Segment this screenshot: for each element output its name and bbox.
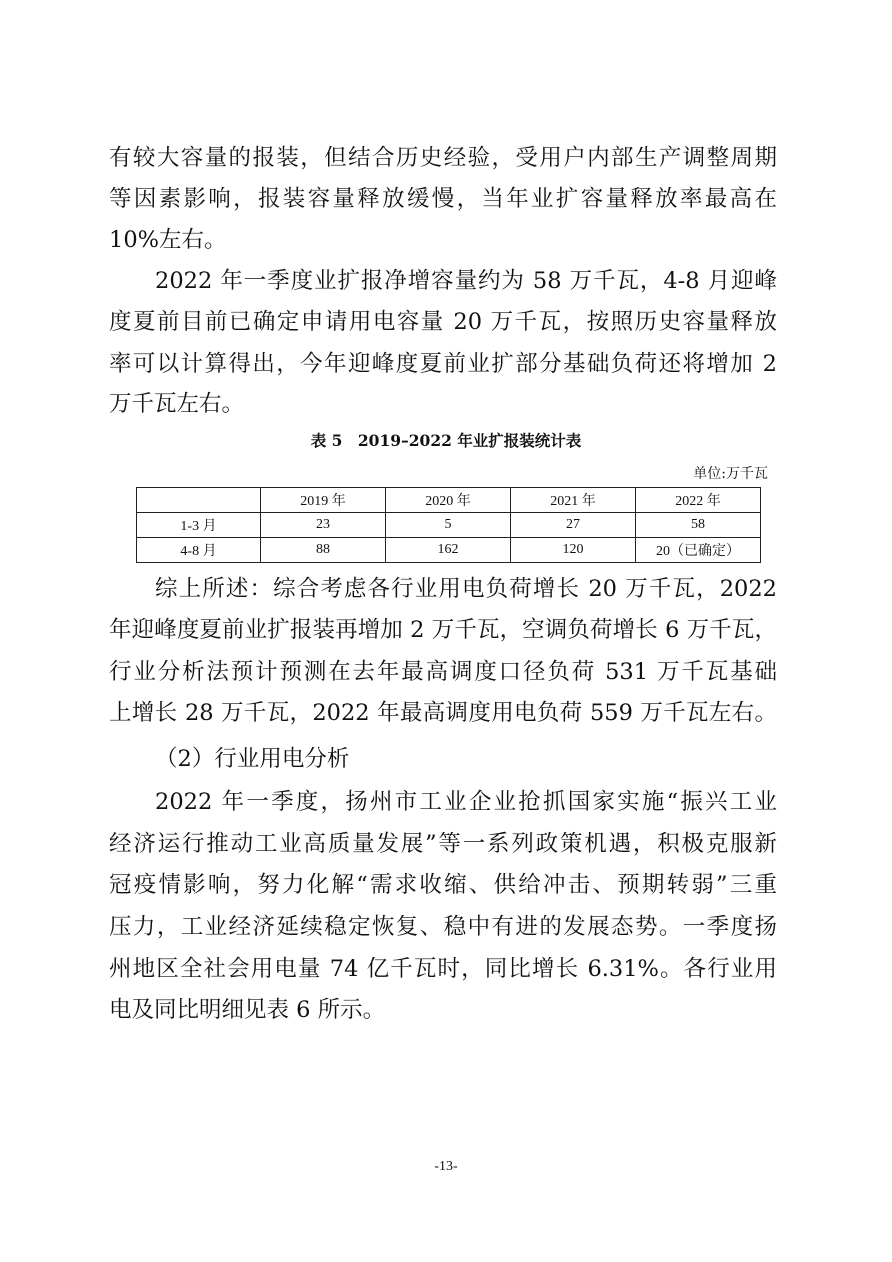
paragraph-1-line-3: 10%左右。: [109, 227, 227, 253]
paragraph-3-line-3: 行业分析法预计预测在去年最高调度口径负荷 531 万千瓦基础: [109, 659, 777, 685]
table-header-cell: 2021 年: [511, 488, 636, 513]
table-5-caption: 表 5 2019–2022 年业扩报装统计表: [310, 431, 582, 450]
table-row: [137, 538, 761, 563]
table-5-unit: 单位:万千瓦: [693, 466, 768, 482]
paragraph-4-line-2: 经济运行推动工业高质量发展”等一系列政策机遇，积极克服新: [109, 831, 777, 857]
paragraph-2-line-3: 率可以计算得出，今年迎峰度夏前业扩部分基础负荷还将增加 2: [109, 351, 777, 377]
table-cell: 20（已确定）: [636, 538, 761, 563]
table-cell: 4-8 月: [137, 538, 261, 563]
paragraph-2-line-4: 万千瓦左右。: [109, 391, 245, 417]
paragraph-1-line-2: 等因素影响，报装容量释放缓慢，当年业扩容量释放率最高在: [109, 186, 777, 212]
table-5: [136, 487, 761, 563]
table-cell: 27: [511, 513, 636, 538]
table-cell: 1-3 月: [137, 513, 261, 538]
paragraph-1-line-1: 有较大容量的报装，但结合历史经验，受用户内部生产调整周期: [109, 145, 777, 171]
paragraph-4-line-4: 压力，工业经济延续稳定恢复、稳中有进的发展态势。一季度扬: [109, 914, 777, 940]
paragraph-3-line-1: 综上所述：综合考虑各行业用电负荷增长 20 万千瓦，2022: [155, 576, 777, 602]
paragraph-4-line-6: 电及同比明细见表 6 所示。: [109, 997, 386, 1023]
paragraph-4-line-1: 2022 年一季度，扬州市工业企业抢抓国家实施“振兴工业: [155, 789, 777, 815]
section-heading: （2）行业用电分析: [155, 746, 350, 772]
table-cell: 23: [261, 513, 386, 538]
table-header-cell: 2022 年: [636, 488, 761, 513]
paragraph-2-line-1: 2022 年一季度业扩报净增容量约为 58 万千瓦，4-8 月迎峰: [155, 268, 777, 294]
page-number: -13-: [434, 1159, 458, 1174]
table-row: [137, 513, 761, 538]
table-header-cell: [137, 488, 261, 513]
table-cell: 162: [386, 538, 511, 563]
paragraph-3-line-4: 上增长 28 万千瓦，2022 年最高调度用电负荷 559 万千瓦左右。: [109, 700, 777, 726]
paragraph-4-line-5: 州地区全社会用电量 74 亿千瓦时，同比增长 6.31%。各行业用: [109, 956, 777, 982]
paragraph-4-line-3: 冠疫情影响，努力化解“需求收缩、供给冲击、预期转弱”三重: [109, 872, 777, 898]
table-cell: 58: [636, 513, 761, 538]
table-cell: 5: [386, 513, 511, 538]
paragraph-3-line-2: 年迎峰度夏前业扩报装再增加 2 万千瓦，空调负荷增长 6 万千瓦，: [109, 617, 777, 643]
table-cell: 88: [261, 538, 386, 563]
table-header-cell: 2020 年: [386, 488, 511, 513]
table-header-row: [137, 488, 761, 513]
table-header-cell: 2019 年: [261, 488, 386, 513]
paragraph-2-line-2: 度夏前目前已确定申请用电容量 20 万千瓦，按照历史容量释放: [109, 309, 777, 335]
table-cell: 120: [511, 538, 636, 563]
